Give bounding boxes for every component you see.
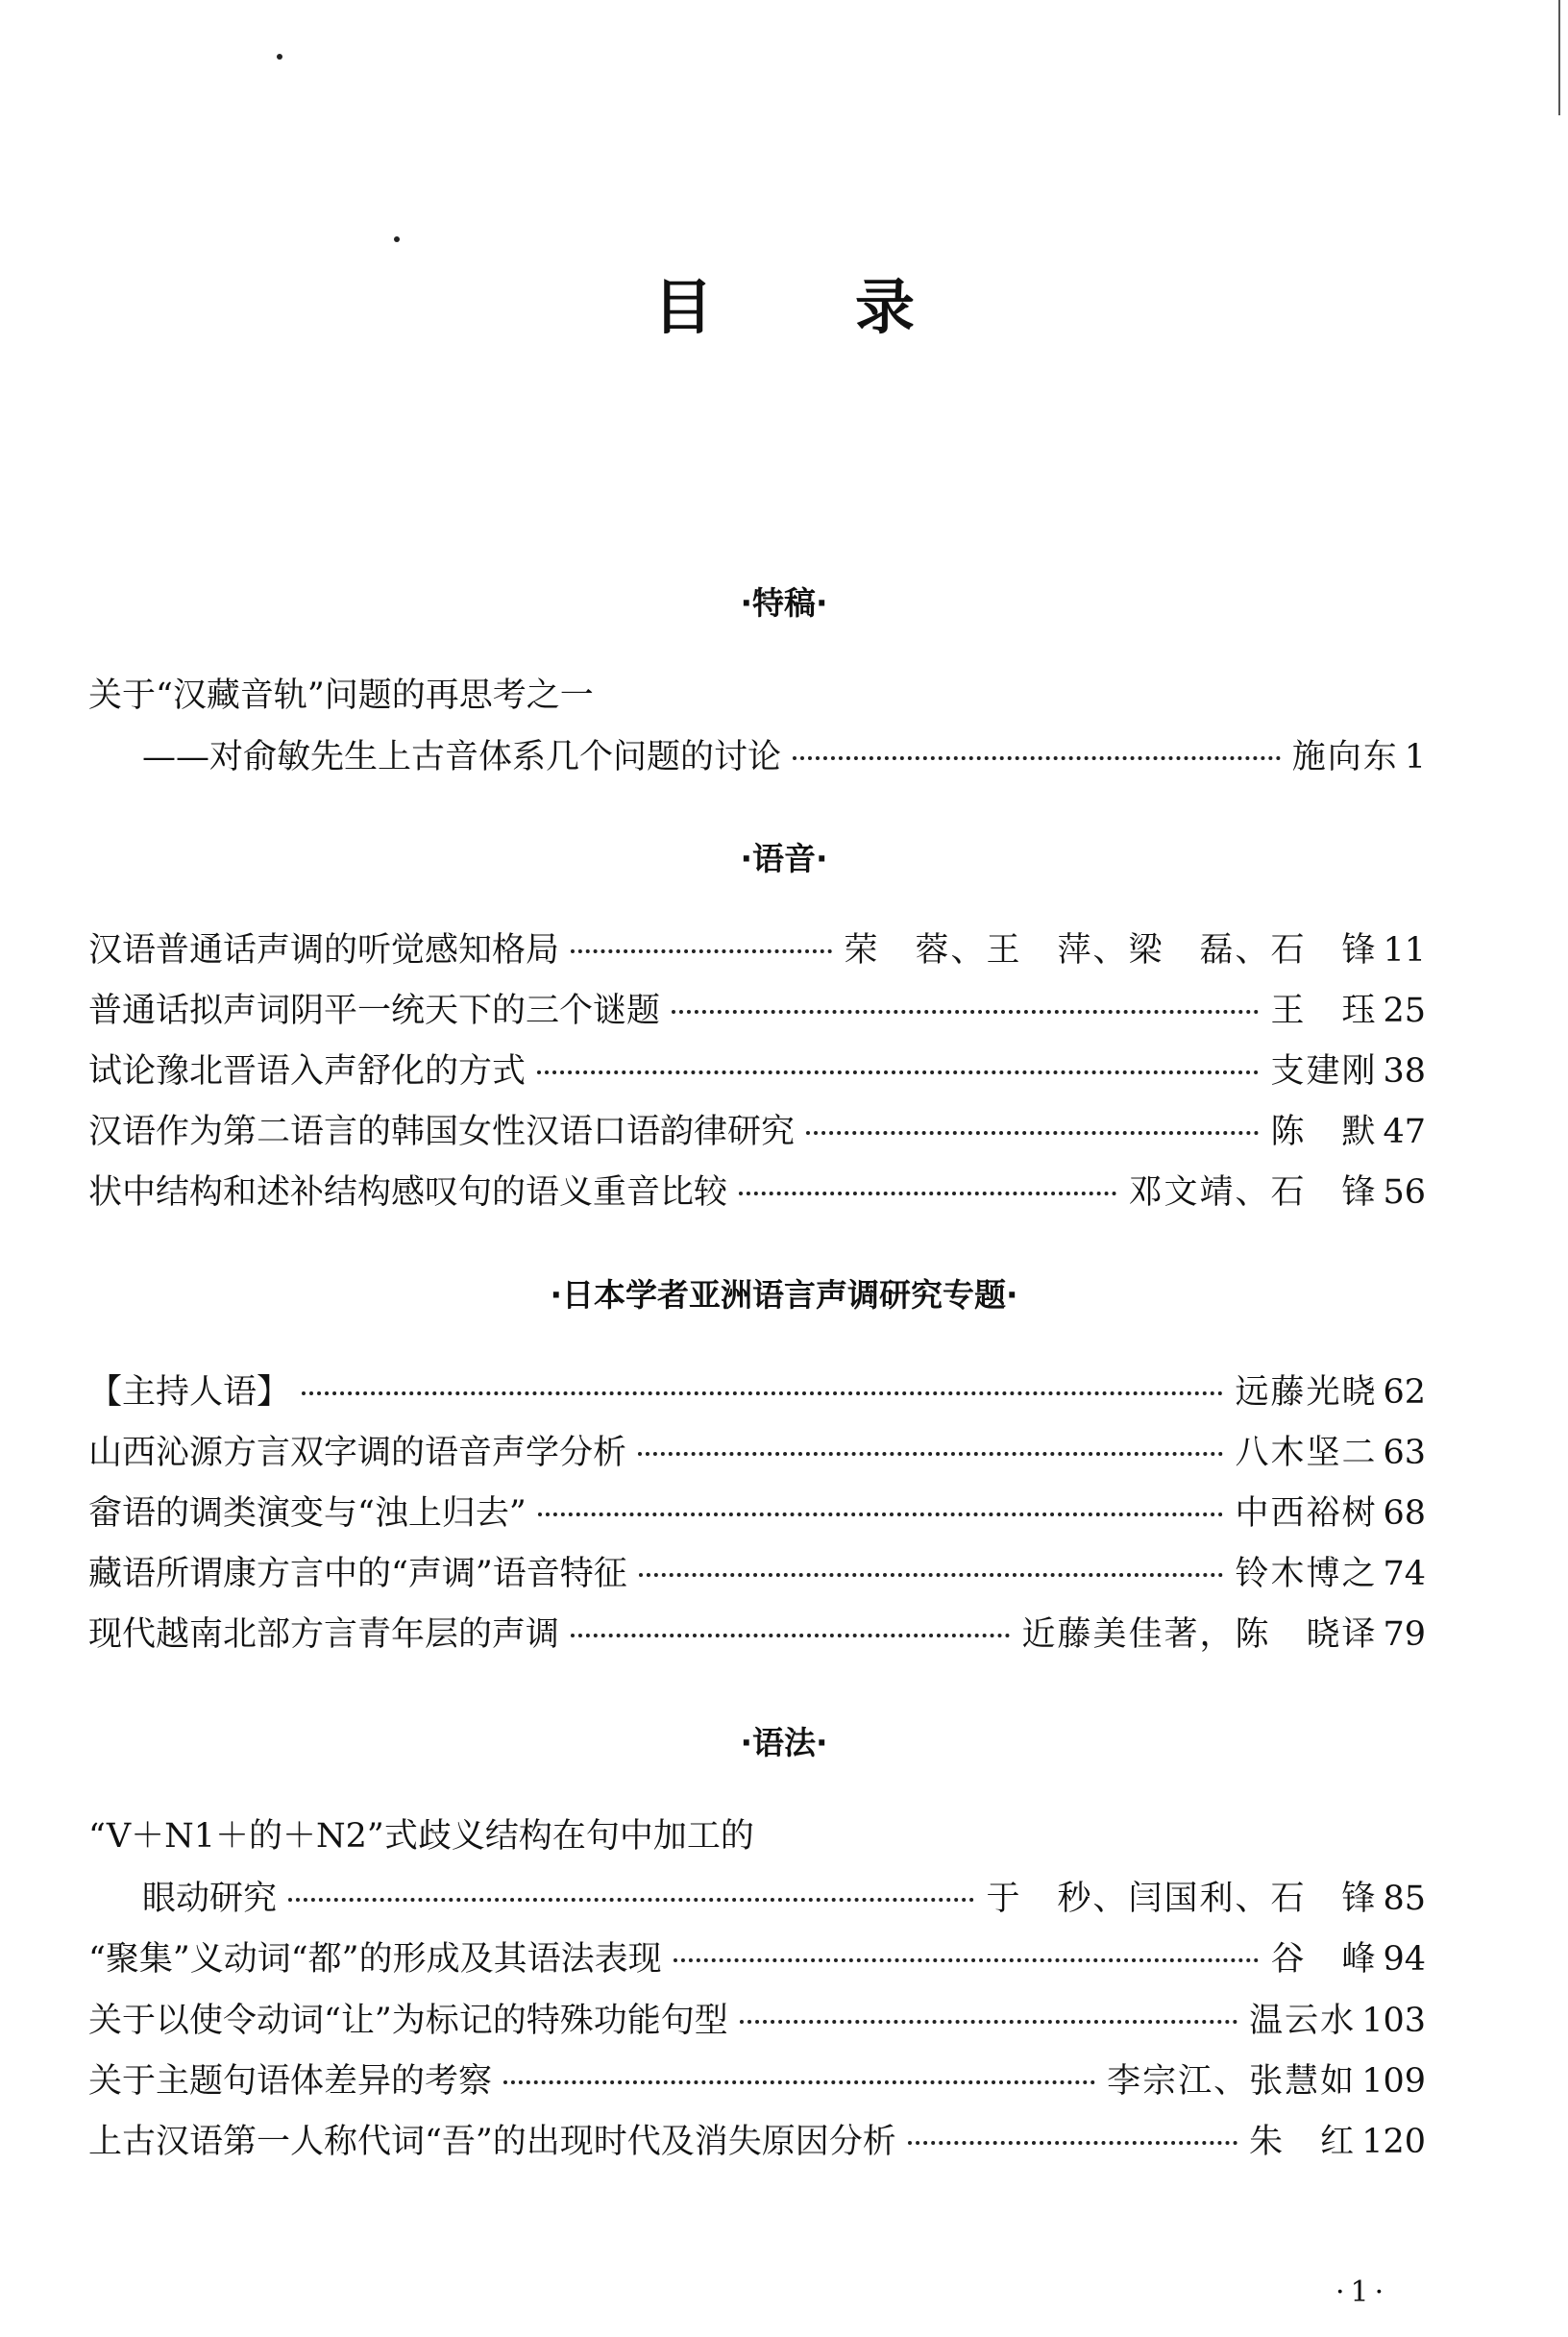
section-heading-feature: ·特稿· <box>740 584 828 622</box>
toc-entry[interactable] <box>88 1490 1426 1537</box>
toc-entry-title: ——对俞敏先生上古音体系几个问题的讨论 <box>142 738 782 776</box>
section-heading-grammar: ·语法· <box>740 1724 828 1761</box>
toc-entry-author: 于 秒、闫国利、石 锋 <box>986 1880 1378 1918</box>
dot-leader <box>674 1953 1260 1962</box>
toc-entry-title-line1: “V＋N1＋的＋N2”式歧义结构在句中加工的 <box>88 1817 754 1856</box>
toc-entry-page: 11 <box>1383 931 1426 970</box>
toc-entry[interactable] <box>88 1611 1426 1658</box>
toc-entry-title: 眼动研究 <box>142 1880 278 1918</box>
toc-entry-author: 远藤光晓 <box>1235 1373 1378 1412</box>
toc-entry-page: 68 <box>1383 1494 1426 1533</box>
toc-entry[interactable] <box>88 1048 1426 1095</box>
scan-speck <box>394 236 400 242</box>
dot-leader <box>571 944 832 953</box>
toc-entry-author: 王 珏 <box>1270 992 1378 1030</box>
toc-entry-page: 85 <box>1383 1880 1426 1918</box>
toc-entry-title: 【主持人语】 <box>88 1373 291 1412</box>
dot-leader <box>537 1065 1259 1074</box>
dot-leader <box>538 1507 1224 1516</box>
toc-entry-author: 李宗江、张慧如 <box>1107 2062 1357 2101</box>
toc-entry[interactable] <box>88 2119 1426 2165</box>
dot-leader <box>288 1892 974 1902</box>
section-heading-japanese-scholars: ·日本学者亚洲语言声调研究专题· <box>550 1276 1018 1314</box>
toc-entry-author: 近藤美佳著，陈 晓译 <box>1021 1615 1378 1654</box>
scan-edge <box>1558 0 1568 115</box>
toc-entry[interactable] <box>88 2058 1426 2104</box>
toc-entry-title: 汉语作为第二语言的韩国女性汉语口语韵律研究 <box>88 1113 796 1151</box>
dot-leader <box>503 2075 1095 2084</box>
toc-entry-page: 74 <box>1383 1555 1426 1593</box>
dot-leader <box>571 1628 1010 1637</box>
toc-entry[interactable] <box>88 988 1426 1034</box>
toc-entry-author: 八木坚二 <box>1235 1434 1378 1472</box>
toc-entry-page: 120 <box>1361 2123 1426 2161</box>
toc-entry-page: 109 <box>1361 2062 1426 2101</box>
toc-entry[interactable] <box>142 734 1426 780</box>
toc-entry-page: 103 <box>1361 2002 1426 2040</box>
page-number: ·1· <box>1335 2276 1390 2309</box>
toc-entry[interactable] <box>88 1169 1426 1216</box>
toc-entry[interactable] <box>142 1876 1426 1922</box>
dot-leader <box>740 2014 1237 2024</box>
dot-leader <box>739 1186 1116 1195</box>
toc-entry-title: 关于主题句语体差异的考察 <box>88 2062 493 2101</box>
toc-entry-title: 汉语普通话声调的听觉感知格局 <box>88 931 560 970</box>
dot-leader <box>806 1125 1259 1135</box>
page-title: 目录 <box>652 272 1057 342</box>
toc-entry-title: “聚集”义动词“都”的形成及其语法表现 <box>88 1940 662 1979</box>
section-heading-phonetics: ·语音· <box>740 840 828 877</box>
toc-entry-author: 荣 蓉、王 萍、梁 磊、石 锋 <box>844 931 1378 970</box>
toc-entry-title-line1: 关于“汉藏音轨”问题的再思考之一 <box>88 676 594 715</box>
toc-entry-title: 上古汉语第一人称代词“吾”的出现时代及消失原因分析 <box>88 2123 896 2161</box>
toc-entry-page: 47 <box>1383 1113 1426 1151</box>
toc-entry-page: 79 <box>1383 1615 1426 1654</box>
toc-entry-author: 陈 默 <box>1270 1113 1378 1151</box>
toc-entry-title: 试论豫北晋语入声舒化的方式 <box>88 1052 527 1091</box>
toc-entry[interactable] <box>88 1430 1426 1476</box>
toc-entry-page: 56 <box>1383 1173 1426 1212</box>
toc-entry[interactable] <box>88 1936 1426 1982</box>
dot-leader <box>638 1446 1223 1456</box>
toc-entry[interactable] <box>88 1551 1426 1597</box>
toc-entry[interactable] <box>88 1998 1426 2044</box>
toc-entry-title: 状中结构和述补结构感叹句的语义重音比较 <box>88 1173 728 1212</box>
toc-entry-page: 1 <box>1404 738 1426 776</box>
dot-leader <box>302 1386 1223 1395</box>
toc-entry-author: 朱 红 <box>1249 2123 1357 2161</box>
toc-entry-page: 38 <box>1383 1052 1426 1091</box>
toc-entry-author: 谷 峰 <box>1270 1940 1378 1979</box>
toc-entry[interactable] <box>88 1109 1426 1155</box>
toc-entry-author: 邓文靖、石 锋 <box>1128 1173 1378 1212</box>
toc-entry-title: 山西沁源方言双字调的语音声学分析 <box>88 1434 627 1472</box>
toc-entry-title: 关于以使令动词“让”为标记的特殊功能句型 <box>88 2002 728 2040</box>
toc-entry-author: 施向东 <box>1291 738 1399 776</box>
toc-entry-author: 支建刚 <box>1270 1052 1378 1091</box>
toc-entry-title: 藏语所谓康方言中的“声调”语音特征 <box>88 1555 627 1593</box>
dot-leader <box>672 1004 1259 1014</box>
dot-leader <box>793 750 1281 760</box>
toc-entry-page: 25 <box>1383 992 1426 1030</box>
toc-entry-author: 中西裕树 <box>1235 1494 1378 1533</box>
toc-entry-title: 普通话拟声词阴平一统天下的三个谜题 <box>88 992 661 1030</box>
toc-entry-page: 63 <box>1383 1434 1426 1472</box>
toc-entry-author: 铃木博之 <box>1235 1555 1378 1593</box>
toc-entry-title: 现代越南北部方言青年层的声调 <box>88 1615 560 1654</box>
toc-entry[interactable] <box>88 927 1426 973</box>
scan-speck <box>277 54 282 60</box>
toc-entry-page: 62 <box>1383 1373 1426 1412</box>
dot-leader <box>908 2135 1237 2145</box>
dot-leader <box>639 1567 1224 1577</box>
toc-entry-title: 畲语的调类演变与“浊上归去” <box>88 1494 527 1533</box>
toc-entry-page: 94 <box>1383 1940 1426 1979</box>
toc-entry-author: 温云水 <box>1249 2002 1357 2040</box>
toc-entry[interactable] <box>88 1369 1426 1415</box>
